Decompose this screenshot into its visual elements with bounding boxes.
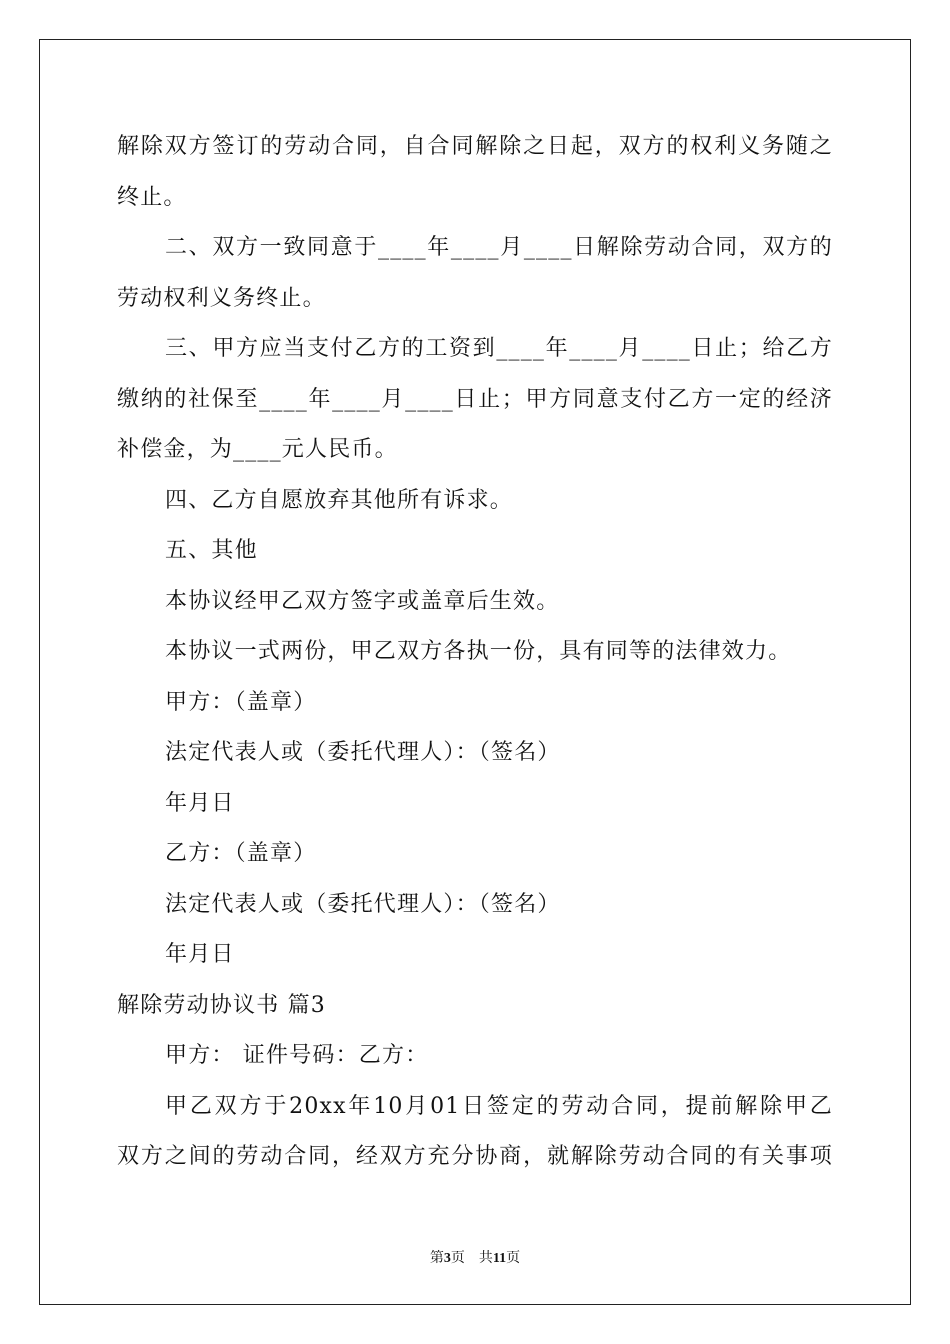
- text-line: 法定代表人或（委托代理人）：（签名）: [165, 740, 561, 765]
- footer-page-suffix: 页: [450, 1251, 465, 1266]
- footer-page-number: 3: [443, 1251, 451, 1266]
- page-footer: [0, 1247, 950, 1267]
- text-line: 三、甲方应当支付乙方的工资到____年____月____日止；给乙方: [165, 336, 833, 361]
- text-line: 二、双方一致同意于____年____月____日解除劳动合同，双方的: [165, 235, 833, 260]
- text-line: 双方之间的劳动合同，经双方充分协商，就解除劳动合同的有关事项: [117, 1144, 833, 1169]
- footer-total-prefix: 共: [478, 1251, 493, 1266]
- text-line: 法定代表人或（委托代理人）：（签名）: [165, 891, 561, 917]
- text-line: 四、乙方自愿放弃其他所有诉求。: [165, 487, 514, 513]
- document-body: [117, 122, 833, 1183]
- text-line: 解除劳动协议书 篇3: [117, 992, 326, 1018]
- text-line: 年月日: [165, 790, 235, 816]
- text-line: 解除双方签订的劳动合同，自合同解除之日起，双方的权利义务随之: [117, 134, 833, 159]
- text-line: 本协议一式两份，甲乙双方各执一份，具有同等的法律效力。: [165, 639, 792, 664]
- text-line: 五、其他: [165, 538, 258, 563]
- text-line: 甲乙双方于20xx年10月01日签定的劳动合同，提前解除甲乙: [165, 1093, 833, 1119]
- text-line: 补偿金，为____元人民币。: [117, 437, 398, 462]
- text-line: 年月日: [165, 942, 235, 967]
- footer-total-pages: 11: [492, 1251, 507, 1266]
- text-line: 甲方：（盖章）: [165, 689, 317, 715]
- text-line: 终止。: [117, 184, 187, 210]
- text-line: 甲方： 证件号码：乙方：: [165, 1043, 429, 1068]
- text-line: 缴纳的社保至____年____月____日止；甲方同意支付乙方一定的经济: [117, 386, 833, 412]
- text-line: 乙方：（盖章）: [165, 841, 317, 866]
- footer-prefix: 第: [429, 1251, 444, 1266]
- footer-total-suffix: 页: [506, 1251, 521, 1266]
- text-line: 本协议经甲乙双方签字或盖章后生效。: [165, 588, 560, 614]
- text-line: 劳动权利义务终止。: [117, 285, 326, 311]
